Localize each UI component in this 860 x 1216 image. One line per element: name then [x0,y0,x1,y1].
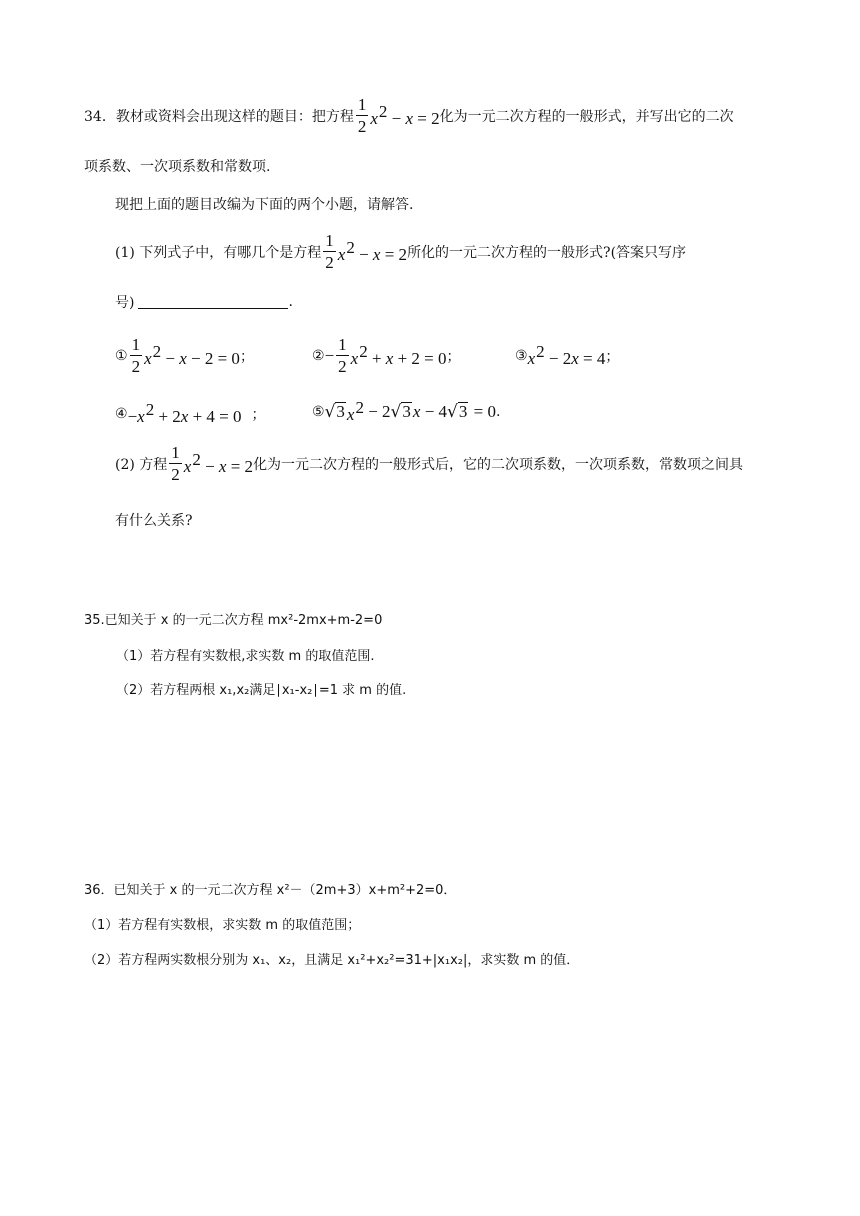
q36-part1: （1）若方程有实数根，求实数 m 的取值范围； [84,918,361,933]
q35-stem: 35.已知关于 x 的一元二次方程 mx²-2mx+m-2=0 [84,613,383,628]
option-4-label: ④ [115,405,128,422]
q35-part1: （1）若方程有实数根,求实数 m 的取值范围. [116,649,375,664]
option-1-label: ① [115,347,128,364]
q34-part1-line2 [115,292,293,312]
q34-part1-prefix: (1) 下列式子中，有哪几个是方程 [115,244,322,261]
equation: $x^2 - x = 2$ [370,102,440,128]
q34-part2-line2: 有什么关系? [115,513,193,529]
q34-part1 [115,232,686,271]
q34-part1-end: . [288,294,293,310]
q34-line2: 项系数、一次项系数和常数项. [84,159,271,175]
q34-part2 [115,444,743,483]
option-4 [115,400,266,427]
q36-stem: 36．已知关于 x 的一元二次方程 x²－（2m+3）x+m²+2=0． [84,883,457,898]
fraction-one-half: $\frac{1}{2}$ [338,335,347,376]
option-5: ⑤ √ 3 $x^2$ − 2 √ 3 x − 4 √ 3 = 0 . [312,398,501,424]
q34-part1-line2-text: 号) [115,295,135,311]
sqrt-3: √ 3 [324,401,345,422]
sqrt-3: √ 3 [447,401,468,422]
q34-intro: 现把上面的题目改编为下面的两个小题，请解答. [115,197,414,213]
option-3-equation: $x^2 - 2x = 4$ [527,342,606,368]
fraction-one-half: $\frac{1}{2}$ [325,231,334,272]
option-3-label: ③ [515,347,528,364]
q34-part1-suffix: 所化的一元二次方程的一般形式?(答案只写序 [407,244,687,261]
option-5-label: ⑤ [312,403,325,420]
q34-line1 [84,96,734,135]
semicolon: ； [446,348,461,365]
semicolon: ； [239,348,254,365]
q34-part2-prefix: (2) 方程 [115,456,168,473]
option-2: ② − $\frac{1}{2}$ $x^2 + x + 2 = 0$ ； [312,335,461,376]
semicolon: ； [605,348,620,365]
q34-part2-suffix: 化为一元二次方程的一般形式后，它的二次项系数，一次项系数，常数项之间具 [253,456,744,473]
semicolon: ； [251,406,266,423]
option-2-equation: $x^2 + x + 2 = 0$ [350,342,447,368]
q35-part2: （2）若方程两根 x₁,x₂满足∣x₁-x₂∣=1 求 m 的值. [116,683,407,698]
option-1-equation: $x^2 - x - 2 = 0$ [144,342,240,368]
q36-part2: （2）若方程两实数根分别为 x₁、x₂，且满足 x₁²+x₂²=31+|x₁x₂|，求实数 m 的值． [84,953,580,968]
option-2-label: ② [312,347,325,364]
equation: $x^2 - x = 2$ [337,238,408,264]
q34-line1-prefix: 34．教材或资料会出现这样的题目：把方程 [84,108,354,125]
fraction-one-half: $\frac{1}{2}$ [357,95,367,136]
period: . [495,403,501,420]
sqrt-3: √ 3 [390,401,411,422]
option-3 [515,342,619,369]
equation: $x^2 - x = 2$ [183,450,254,476]
fraction-one-half: $\frac{1}{2}$ [171,443,180,484]
answer-blank[interactable] [138,296,288,309]
option-4-equation: $-x^2 + 2x + 4 = 0$ [127,400,242,426]
fraction-one-half: $\frac{1}{2}$ [131,335,141,376]
q34-line1-suffix: 化为一元二次方程的一般形式，并写出它的二次 [439,108,734,125]
option-1 [115,336,254,375]
